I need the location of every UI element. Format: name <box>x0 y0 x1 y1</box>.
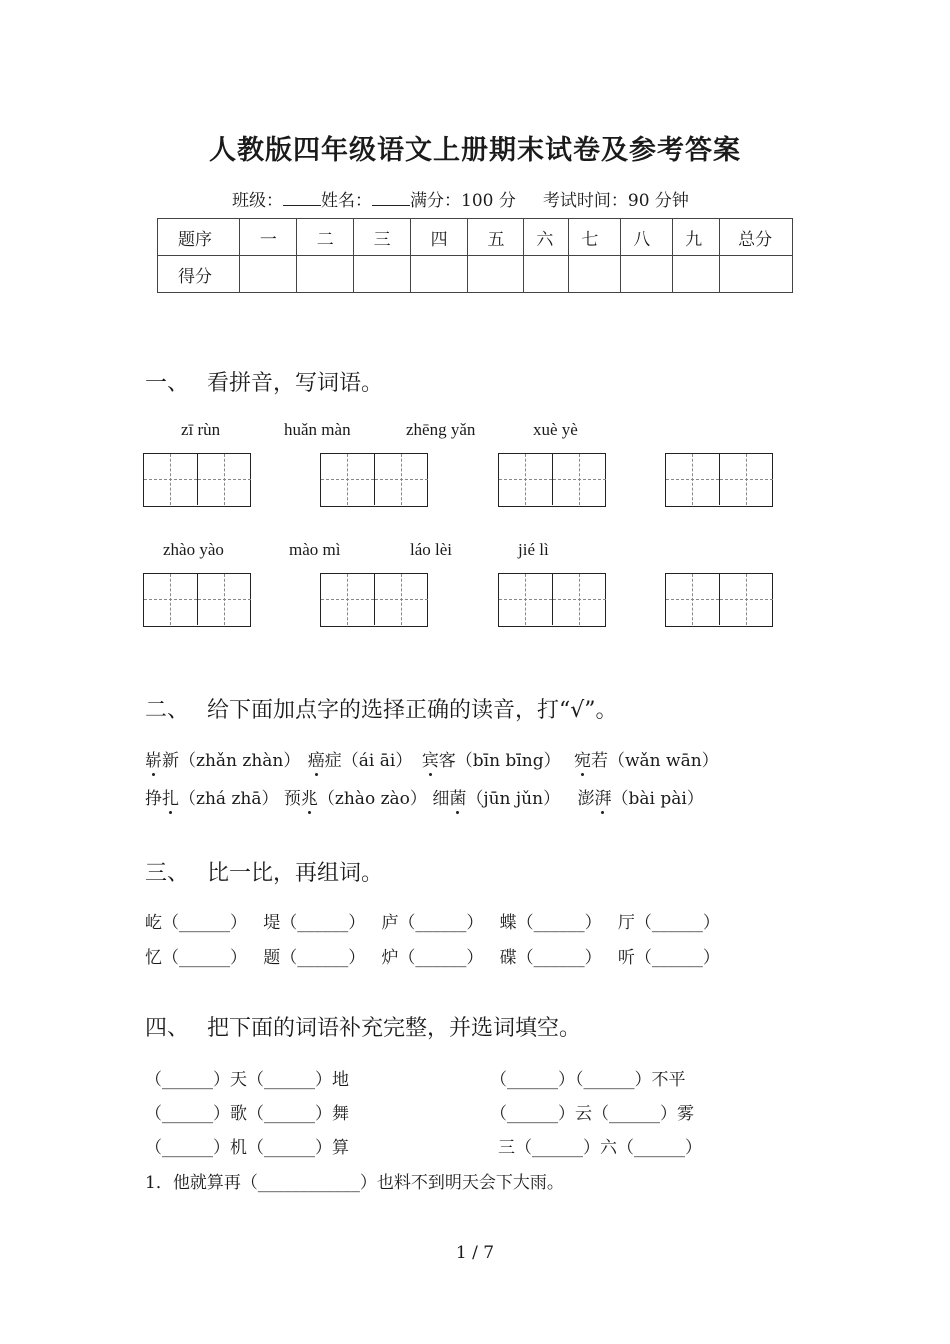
score-header: 二 <box>296 219 353 256</box>
reading-line-2 <box>145 784 704 809</box>
word-blank[interactable]: 厅（______） <box>617 913 720 933</box>
pinyin: mào mì <box>289 540 341 559</box>
word-blank[interactable]: 听（______） <box>617 948 720 968</box>
score-cell[interactable] <box>410 256 467 293</box>
score-cell[interactable] <box>353 256 410 293</box>
idiom-blank[interactable]: （______）机（______）算 <box>145 1138 349 1158</box>
reading-item[interactable]: 挣扎（zhá zhā） <box>145 789 279 809</box>
pinyin: láo lèi <box>410 540 453 559</box>
dotted-char: 宾 <box>422 746 439 771</box>
score-table <box>157 218 793 293</box>
idiom-blank[interactable]: （______）（______）不平 <box>490 1070 686 1090</box>
page-title: 人教版四年级语文上册期末试卷及参考答案 <box>209 135 741 166</box>
word-blank[interactable]: 屹（______） <box>145 913 247 933</box>
score-header-row <box>158 219 793 256</box>
name-label: 姓名： <box>321 191 372 211</box>
word-blank[interactable]: 题（______） <box>263 948 366 968</box>
score-header: 八 <box>621 219 673 256</box>
idiom-blank[interactable]: 三（______）六（______） <box>498 1138 702 1158</box>
score-cell[interactable] <box>569 256 621 293</box>
writing-box[interactable] <box>498 453 606 507</box>
pinyin: zī rùn <box>181 420 221 439</box>
pinyin: huǎn màn <box>284 420 351 439</box>
section-2-heading <box>145 693 618 724</box>
section-title: 看拼音，写词语。 <box>207 371 384 396</box>
reading-item[interactable]: 崭新（zhǎn zhàn） <box>145 751 300 771</box>
class-blank[interactable] <box>283 191 321 206</box>
score-row <box>158 256 793 293</box>
score-header: 三 <box>353 219 410 256</box>
reading-item[interactable]: 细菌（jūn jǔn） <box>432 789 560 809</box>
writing-box[interactable] <box>665 573 773 627</box>
writing-box[interactable] <box>665 453 773 507</box>
word-blank[interactable]: 忆（______） <box>145 948 247 968</box>
pinyin: jié lì <box>518 540 549 559</box>
reading-item[interactable]: 预兆（zhào zào） <box>284 789 427 809</box>
score-header: 九 <box>673 219 720 256</box>
score-cell[interactable] <box>720 256 793 293</box>
writing-box[interactable] <box>143 453 251 507</box>
writing-box[interactable] <box>320 453 428 507</box>
idiom-blank[interactable]: （______）云（______）雾 <box>490 1104 694 1124</box>
dotted-char: 癌 <box>308 746 325 771</box>
score-header: 六 <box>524 219 569 256</box>
score-cell[interactable] <box>239 256 296 293</box>
dotted-char: 湃 <box>594 784 611 809</box>
name-blank[interactable] <box>372 191 410 206</box>
score-header: 四 <box>410 219 467 256</box>
score-cell[interactable] <box>467 256 524 293</box>
score-header: 七 <box>569 219 621 256</box>
section-number: 四、 <box>145 1016 190 1041</box>
idiom-blank[interactable]: （______）天（______）地 <box>145 1070 349 1090</box>
writing-box[interactable] <box>498 573 606 627</box>
score-header: 题序 <box>158 219 240 256</box>
pinyin: zhēng yǎn <box>406 420 476 439</box>
reading-item[interactable]: 澎湃（bài pài） <box>577 789 703 809</box>
reading-item[interactable]: 癌症（ái āi） <box>308 751 413 771</box>
writing-box[interactable] <box>143 573 251 627</box>
reading-item[interactable]: 宛若（wǎn wān） <box>574 751 719 771</box>
reading-line-1 <box>145 746 719 771</box>
score-cell[interactable] <box>621 256 673 293</box>
section-number: 三、 <box>145 861 190 886</box>
word-blank[interactable]: 庐（______） <box>381 913 484 933</box>
word-blank[interactable]: 堤（______） <box>263 913 366 933</box>
score-header: 五 <box>467 219 524 256</box>
section-3-heading <box>145 856 383 887</box>
exam-time: 考试时间：90 分钟 <box>542 191 689 211</box>
score-cell[interactable] <box>524 256 569 293</box>
word-blank[interactable]: 蝶（______） <box>499 913 602 933</box>
idiom-blank[interactable]: （______）歌（______）舞 <box>145 1104 349 1124</box>
pinyin: xuè yè <box>533 420 578 439</box>
section-title: 比一比，再组词。 <box>207 861 384 886</box>
score-cell[interactable] <box>296 256 353 293</box>
word-group-line-1 <box>145 908 720 933</box>
section-title: 给下面加点字的选择正确的读音，打“√”。 <box>207 698 618 723</box>
class-label: 班级： <box>232 191 283 211</box>
dotted-char: 扎 <box>162 784 179 809</box>
section-1-heading <box>145 366 383 397</box>
section-4-heading <box>145 1011 581 1042</box>
full-score: 满分：100 分 <box>410 191 516 211</box>
dotted-char: 兆 <box>301 784 318 809</box>
score-row-label: 得分 <box>158 256 240 293</box>
section-number: 二、 <box>145 698 190 723</box>
pinyin: zhào yào <box>163 540 224 559</box>
exam-info <box>232 186 689 211</box>
score-cell[interactable] <box>673 256 720 293</box>
dotted-char: 宛 <box>574 746 591 771</box>
score-header: 一 <box>239 219 296 256</box>
word-group-line-2 <box>145 943 720 968</box>
section-title: 把下面的词语补充完整，并选词填空。 <box>207 1016 582 1041</box>
fill-sentence-1[interactable]: 1．他就算再（____________）也料不到明天会下大雨。 <box>145 1173 564 1193</box>
reading-item[interactable]: 宾客（bīn bīng） <box>422 751 561 771</box>
dotted-char: 菌 <box>449 784 466 809</box>
page-number: 1 / 7 <box>455 1243 495 1263</box>
dotted-char: 崭 <box>145 746 162 771</box>
word-blank[interactable]: 炉（______） <box>381 948 484 968</box>
section-number: 一、 <box>145 371 190 396</box>
word-blank[interactable]: 碟（______） <box>499 948 602 968</box>
score-header: 总分 <box>720 219 793 256</box>
writing-box[interactable] <box>320 573 428 627</box>
